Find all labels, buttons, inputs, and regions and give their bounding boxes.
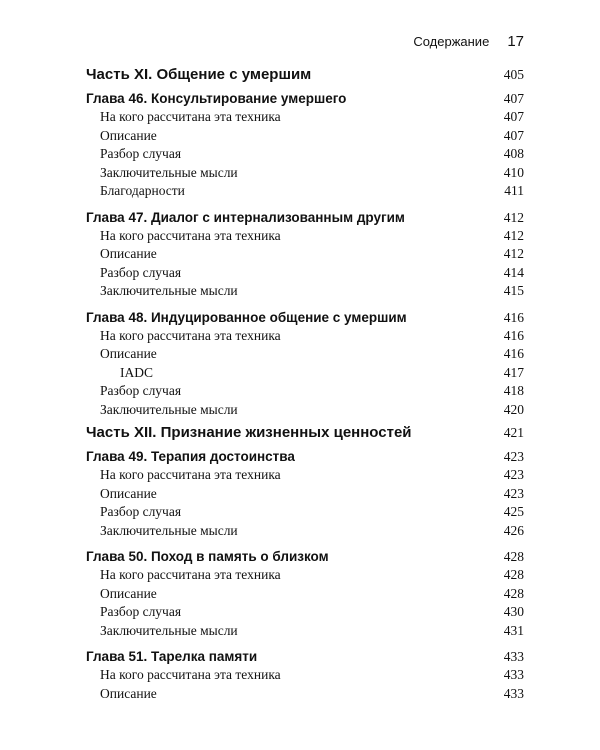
running-header-label: Содержание (413, 34, 490, 49)
toc-item-title: Благодарности (100, 183, 185, 198)
toc-chapter-title: Глава 48. Индуцированное общение с умершим (86, 309, 407, 325)
toc-item-entry (86, 686, 524, 705)
toc-part-block (86, 66, 524, 420)
toc-chapter-title: Глава 51. Тарелка памяти (86, 649, 258, 664)
toc-part-title: Часть XI. Общение с умершим (86, 66, 312, 83)
toc-item-page: 430 (503, 604, 524, 619)
toc-item-page: 410 (503, 164, 524, 180)
toc-chapter-entry (86, 310, 524, 326)
toc-item-title: IADC (120, 364, 153, 380)
toc-chapter-title: Глава 50. Поход в память о близком (86, 549, 329, 564)
toc-item-sub-entry (86, 365, 524, 384)
toc-item-page: 431 (503, 622, 524, 638)
toc-chapter-entry (86, 549, 524, 565)
toc-chapter-page: 423 (503, 449, 524, 464)
toc-item-entry (86, 383, 524, 402)
toc-item-title: Заключительные мысли (100, 622, 238, 638)
toc-chapter-entry (86, 649, 524, 665)
toc-item-page: 423 (503, 467, 524, 482)
toc-part-block (86, 424, 524, 704)
toc-item-entry (86, 504, 524, 523)
toc-item-page: 420 (503, 401, 524, 417)
toc-item-title: Заключительные мысли (100, 401, 238, 417)
toc-item-entry (86, 667, 524, 686)
toc-item-page: 411 (504, 183, 524, 198)
toc-item-entry (86, 402, 524, 421)
toc-item-title: Разбор случая (100, 504, 182, 519)
toc-item-title: Разбор случая (100, 604, 182, 619)
toc-chapter-page: 416 (503, 309, 524, 325)
toc-item-page: 417 (503, 364, 524, 380)
toc-item-entry (86, 146, 524, 165)
toc-item-page: 433 (503, 685, 524, 701)
toc-item-title: Описание (100, 585, 157, 601)
toc-part-entry (86, 66, 524, 83)
toc-chapter-page: 433 (503, 649, 524, 664)
toc-item-title: Заключительные мысли (100, 164, 238, 180)
toc-item-title: Заключительные мысли (100, 522, 238, 538)
toc-item-title: На кого рассчитана эта техника (100, 227, 281, 243)
toc-item-entry (86, 623, 524, 642)
toc-item-entry (86, 328, 524, 347)
toc-item-entry (86, 165, 524, 184)
toc-item-page: 412 (503, 227, 524, 243)
running-header (0, 33, 524, 50)
toc-item-entry (86, 586, 524, 605)
toc-chapter-entry (86, 449, 524, 465)
toc-item-page: 418 (503, 383, 524, 398)
toc-item-entry (86, 283, 524, 302)
page-number: 17 (507, 33, 524, 50)
toc-chapter-entry (86, 91, 524, 107)
toc-item-page: 423 (503, 485, 524, 501)
toc-part-title: Часть XII. Признание жизненных ценностей (86, 424, 412, 441)
toc-item-title: Описание (100, 246, 157, 261)
toc-item-title: Описание (100, 127, 157, 143)
toc-part-page: 421 (503, 425, 524, 440)
toc-item-title: Разбор случая (100, 146, 182, 161)
toc-item-title: Описание (100, 685, 157, 701)
toc-item-page: 414 (503, 264, 524, 280)
toc-item-title: Разбор случая (100, 383, 182, 398)
toc-item-page: 407 (503, 109, 524, 124)
toc-item-page: 412 (503, 246, 524, 261)
toc-item-entry (86, 228, 524, 247)
toc-chapter-title: Глава 47. Диалог с интернализованным другим (86, 209, 405, 225)
toc-item-page: 433 (503, 667, 524, 682)
toc-item-page: 426 (503, 522, 524, 538)
toc-item-entry (86, 467, 524, 486)
toc-chapter-page: 428 (503, 549, 524, 564)
toc-part-page: 405 (503, 67, 524, 82)
toc-item-title: На кого рассчитана эта техника (100, 567, 281, 582)
toc-item-title: Разбор случая (100, 264, 182, 280)
toc-item-entry (86, 523, 524, 542)
toc-item-page: 415 (503, 283, 524, 298)
toc-chapter-title: Глава 49. Терапия достоинства (86, 449, 295, 464)
toc-item-entry (86, 183, 524, 202)
toc-item-page: 428 (503, 567, 524, 582)
toc-chapter-entry (86, 210, 524, 226)
toc-item-page: 425 (503, 504, 524, 519)
toc-chapter-page: 407 (503, 91, 524, 106)
toc-item-entry (86, 486, 524, 505)
toc-item-entry (86, 265, 524, 284)
toc-chapter-page: 412 (503, 209, 524, 225)
table-of-contents (86, 66, 524, 704)
toc-item-page: 416 (503, 327, 524, 343)
toc-item-entry (86, 246, 524, 265)
toc-item-page: 408 (503, 146, 524, 161)
toc-item-title: На кого рассчитана эта техника (100, 327, 281, 343)
toc-item-entry (86, 604, 524, 623)
toc-part-entry (86, 424, 524, 441)
toc-item-entry (86, 128, 524, 147)
toc-item-title: На кого рассчитана эта техника (100, 667, 281, 682)
toc-item-entry (86, 567, 524, 586)
toc-item-title: Описание (100, 485, 157, 501)
toc-item-page: 407 (503, 127, 524, 143)
toc-chapter-title: Глава 46. Консультирование умершего (86, 91, 347, 106)
toc-item-title: Заключительные мысли (100, 283, 238, 298)
toc-item-title: Описание (100, 346, 157, 361)
toc-item-title: На кого рассчитана эта техника (100, 109, 281, 124)
toc-item-page: 416 (503, 346, 524, 361)
toc-item-page: 428 (503, 585, 524, 601)
toc-item-entry (86, 109, 524, 128)
toc-item-title: На кого рассчитана эта техника (100, 467, 281, 482)
toc-item-entry (86, 346, 524, 365)
